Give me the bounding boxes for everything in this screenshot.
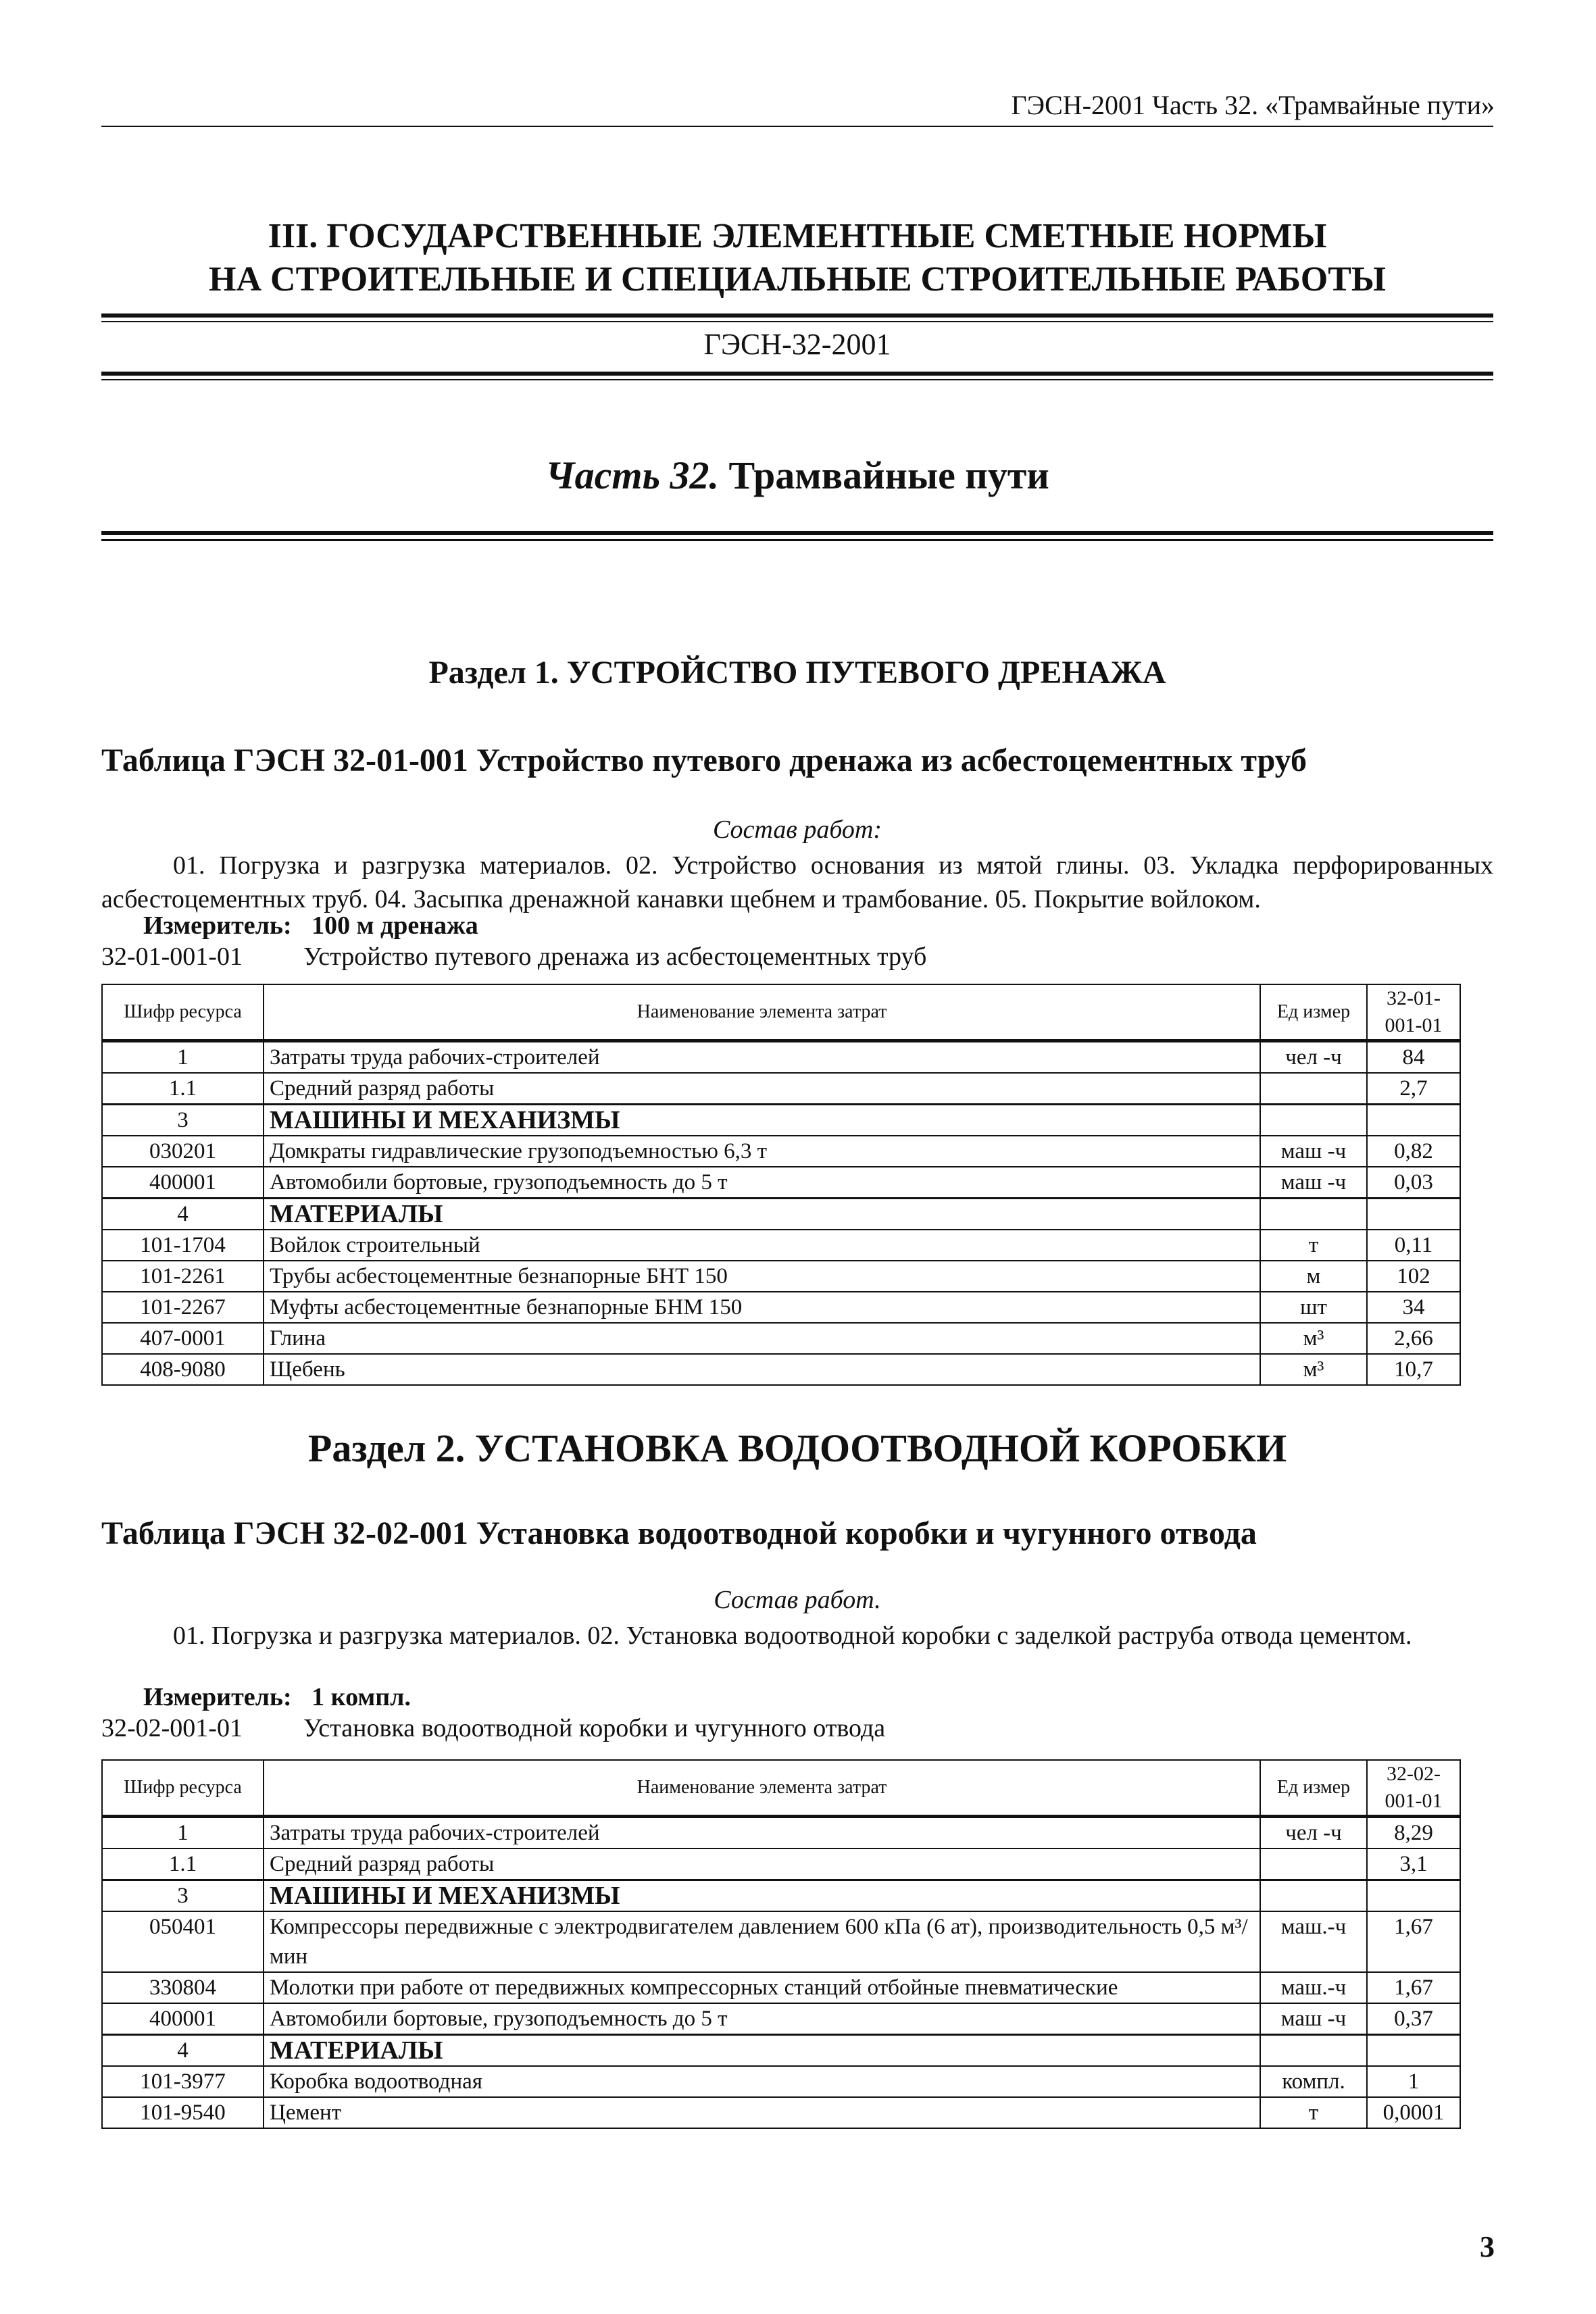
cell-name: Трубы асбестоцементные безнапорные БНТ 150	[264, 1261, 1260, 1292]
header-name: Наименование элемента затрат	[264, 1760, 1260, 1817]
cell-name: МАТЕРИАЛЫ	[264, 2035, 1260, 2067]
table-row	[102, 1354, 1460, 1385]
table-row	[102, 2097, 1460, 2128]
main-title	[101, 215, 1493, 301]
cell-name: Цемент	[264, 2097, 1260, 2128]
cell-code: 3	[102, 1105, 264, 1136]
cell-code: 1	[102, 1041, 264, 1074]
running-header: ГЭСН-2001 Часть 32. «Трамвайные пути»	[1011, 90, 1495, 120]
table-row	[102, 1230, 1460, 1261]
section1-norm	[101, 942, 926, 972]
cell-name: МАТЕРИАЛЫ	[264, 1199, 1260, 1230]
cell-name: Муфты асбестоцементные безнапорные БНМ 150	[264, 1292, 1260, 1323]
part-rule	[101, 531, 1493, 541]
cell-unit: т	[1260, 2097, 1367, 2128]
cell-code: 4	[102, 1199, 264, 1230]
cell-code: 101-2261	[102, 1261, 264, 1292]
section1-norm-desc: Устройство путевого дренажа из асбестоцементных труб	[303, 942, 927, 971]
cell-unit: т	[1260, 1230, 1367, 1261]
part-title	[101, 453, 1493, 498]
cell-code: 1.1	[102, 1848, 264, 1880]
cell-code: 050401	[102, 1911, 264, 1972]
table-row	[102, 1292, 1460, 1323]
section1-table-title: Таблица ГЭСН 32-01-001 Устройство путевого дренажа из асбестоцементных труб	[101, 743, 1307, 778]
cell-value: 34	[1367, 1292, 1460, 1323]
section1-meter-label: Измеритель:	[143, 911, 292, 940]
cell-value: 2,7	[1367, 1073, 1460, 1105]
cell-name: Щебень	[264, 1354, 1260, 1385]
table-row	[102, 2066, 1460, 2097]
cell-code: 101-1704	[102, 1230, 264, 1261]
cell-value: 3,1	[1367, 1848, 1460, 1880]
table-row	[102, 1261, 1460, 1292]
cell-code: 101-2267	[102, 1292, 264, 1323]
table-row	[102, 1880, 1460, 1912]
cell-unit: чел -ч	[1260, 1041, 1367, 1074]
main-title-line2: НА СТРОИТЕЛЬНЫЕ И СПЕЦИАЛЬНЫЕ СТРОИТЕЛЬНЫЕ РАБОТЫ	[209, 260, 1386, 299]
cell-name: Автомобили бортовые, грузоподъемность до 5 т	[264, 2003, 1260, 2035]
header-name: Наименование элемента затрат	[264, 984, 1260, 1041]
cell-value: 1,67	[1367, 1911, 1460, 1972]
table-row	[102, 1972, 1460, 2003]
cell-value	[1367, 1880, 1460, 1912]
table-row	[102, 1136, 1460, 1167]
section1-sostav-label: Состав работ:	[712, 815, 882, 844]
title-rule-top	[101, 313, 1493, 322]
cell-unit: маш.-ч	[1260, 1972, 1367, 2003]
table-row	[102, 1105, 1460, 1136]
table-row	[102, 2003, 1460, 2035]
cell-unit	[1260, 2035, 1367, 2067]
page-number: 3	[1480, 2230, 1495, 2263]
cell-unit: м³	[1260, 1354, 1367, 1385]
table-header-row	[102, 984, 1460, 1041]
section1-meter	[143, 911, 478, 940]
cell-name: МАШИНЫ И МЕХАНИЗМЫ	[264, 1105, 1260, 1136]
title-rule-bottom	[101, 372, 1493, 380]
cell-name: Глина	[264, 1323, 1260, 1354]
cell-value: 8,29	[1367, 1817, 1460, 1849]
table-row	[102, 1911, 1460, 1972]
cell-value	[1367, 2035, 1460, 2067]
section1-work-text: 01. Погрузка и разгрузка материалов. 02. Устройство основания из мятой глины. 03. Укладка перфорированных асбестоцементных труб. 04. Засыпка дренажной канавки щебнем и трамбование. 05. Покрытие войлоком.	[101, 851, 1493, 913]
cell-unit	[1260, 1073, 1367, 1105]
cell-unit: м	[1260, 1261, 1367, 1292]
cell-value: 84	[1367, 1041, 1460, 1074]
section1-norm-code: 32-01-001-01	[101, 942, 243, 971]
header-value: 32-01-001-01	[1367, 984, 1460, 1041]
cell-code: 1.1	[102, 1073, 264, 1105]
cell-value: 0,37	[1367, 2003, 1460, 2035]
section2-norm-desc: Установка водоотводной коробки и чугунного отвода	[303, 1714, 886, 1742]
table-row	[102, 1073, 1460, 1105]
cell-name: Автомобили бортовые, грузоподъемность до 5 т	[264, 1167, 1260, 1199]
table-row	[102, 2035, 1460, 2067]
part-title-prefix: Часть 32.	[545, 453, 719, 497]
cell-value: 0,0001	[1367, 2097, 1460, 2128]
cell-unit	[1260, 1880, 1367, 1912]
cell-code: 3	[102, 1880, 264, 1912]
cell-unit	[1260, 1105, 1367, 1136]
section1-title: Раздел 1. УСТРОЙСТВО ПУТЕВОГО ДРЕНАЖА	[428, 655, 1166, 690]
cell-unit: м³	[1260, 1323, 1367, 1354]
section1-meter-value: 100 м дренажа	[311, 911, 478, 940]
cell-value	[1367, 1105, 1460, 1136]
cell-name: Коробка водоотводная	[264, 2066, 1260, 2097]
cell-unit: компл.	[1260, 2066, 1367, 2097]
cell-value: 1,67	[1367, 1972, 1460, 2003]
cell-unit: маш -ч	[1260, 1136, 1367, 1167]
main-title-line1: III. ГОСУДАРСТВЕННЫЕ ЭЛЕМЕНТНЫЕ СМЕТНЫЕ НОРМЫ	[268, 217, 1327, 255]
part-title-name: Трамвайные пути	[728, 453, 1049, 497]
header-unit: Ед измер	[1260, 1760, 1367, 1817]
header-code: Шифр ресурса	[102, 984, 264, 1041]
cell-unit: шт	[1260, 1292, 1367, 1323]
table-row	[102, 1817, 1460, 1849]
header-rule	[101, 126, 1493, 127]
section1-resource-table	[101, 984, 1461, 1386]
cell-name: Войлок строительный	[264, 1230, 1260, 1261]
cell-unit	[1260, 1199, 1367, 1230]
section2-meter	[143, 1682, 411, 1712]
section2-resource-table	[101, 1759, 1461, 2129]
section2-table-title: Таблица ГЭСН 32-02-001 Установка водоотводной коробки и чугунного отвода	[101, 1515, 1257, 1551]
table-row	[102, 1323, 1460, 1354]
cell-unit: маш -ч	[1260, 2003, 1367, 2035]
cell-name: Затраты труда рабочих-строителей	[264, 1817, 1260, 1849]
section2-norm	[101, 1713, 885, 1743]
cell-unit	[1260, 1848, 1367, 1880]
section2-sostav-label: Состав работ.	[714, 1586, 881, 1614]
cell-code: 4	[102, 2035, 264, 2067]
section2-norm-code: 32-02-001-01	[101, 1714, 243, 1742]
cell-value: 0,82	[1367, 1136, 1460, 1167]
header-unit: Ед измер	[1260, 984, 1367, 1041]
table-row	[102, 1167, 1460, 1199]
cell-value: 0,11	[1367, 1230, 1460, 1261]
cell-code: 407-0001	[102, 1323, 264, 1354]
table-row	[102, 1199, 1460, 1230]
cell-value	[1367, 1199, 1460, 1230]
section2-meter-value: 1 компл.	[311, 1683, 411, 1711]
gesn-code: ГЭСН-32-2001	[703, 328, 891, 361]
cell-code: 030201	[102, 1136, 264, 1167]
cell-value: 10,7	[1367, 1354, 1460, 1385]
cell-value: 1	[1367, 2066, 1460, 2097]
cell-name: Домкраты гидравлические грузоподъемностью 6,3 т	[264, 1136, 1260, 1167]
cell-name: Молотки при работе от передвижных компрессорных станций отбойные пневматические	[264, 1972, 1260, 2003]
table-row	[102, 1848, 1460, 1880]
header-code: Шифр ресурса	[102, 1760, 264, 1817]
cell-value: 102	[1367, 1261, 1460, 1292]
section2-title: Раздел 2. УСТАНОВКА ВОДООТВОДНОЙ КОРОБКИ	[307, 1426, 1287, 1470]
cell-name: МАШИНЫ И МЕХАНИЗМЫ	[264, 1880, 1260, 1912]
cell-unit: маш.-ч	[1260, 1911, 1367, 1972]
cell-code: 400001	[102, 1167, 264, 1199]
table-row	[102, 1041, 1460, 1074]
cell-name: Компрессоры передвижные с электродвигателем давлением 600 кПа (6 ат), производительность 0,5 м³/мин	[264, 1911, 1260, 1972]
cell-code: 101-3977	[102, 2066, 264, 2097]
cell-code: 101-9540	[102, 2097, 264, 2128]
table-header-row	[102, 1760, 1460, 1817]
cell-unit: маш -ч	[1260, 1167, 1367, 1199]
cell-name: Средний разряд работы	[264, 1848, 1260, 1880]
cell-code: 1	[102, 1817, 264, 1849]
cell-code: 408-9080	[102, 1354, 264, 1385]
cell-code: 330804	[102, 1972, 264, 2003]
cell-unit: чел -ч	[1260, 1817, 1367, 1849]
cell-name: Затраты труда рабочих-строителей	[264, 1041, 1260, 1074]
section2-work-text: 01. Погрузка и разгрузка материалов. 02. Установка водоотводной коробки с заделкой раструба отвода цементом.	[173, 1621, 1412, 1650]
header-value: 32-02-001-01	[1367, 1760, 1460, 1817]
cell-code: 400001	[102, 2003, 264, 2035]
section2-meter-label: Измеритель:	[143, 1683, 292, 1711]
cell-name: Средний разряд работы	[264, 1073, 1260, 1105]
cell-value: 2,66	[1367, 1323, 1460, 1354]
cell-value: 0,03	[1367, 1167, 1460, 1199]
